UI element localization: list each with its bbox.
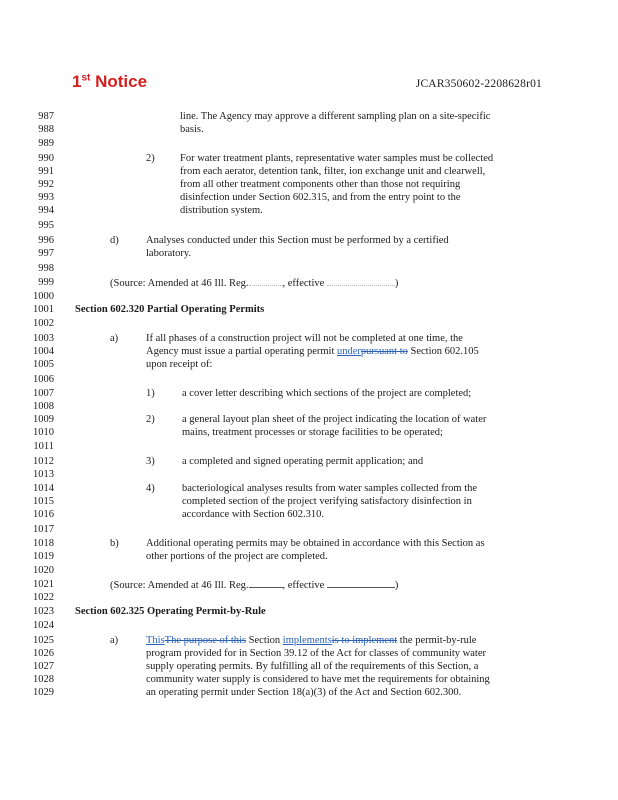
text-line-997: laboratory. (146, 248, 192, 259)
line-number: 1022 (33, 592, 54, 603)
line-number: 990 (38, 153, 54, 164)
text-line-1026: program provided for in Section 39.12 of the Act for classes of community water (146, 648, 486, 659)
item-label-a2: a) (110, 635, 119, 646)
line-number: 1019 (33, 551, 54, 562)
register-blank (249, 276, 283, 286)
line-number: 1029 (33, 687, 54, 698)
source-note-2-text: (Source: Amended at 46 Ill. Reg. (110, 580, 249, 591)
text-line-993: disinfection under Section 602.315, and from the entry point to the (180, 192, 461, 203)
line-number: 1011 (33, 441, 54, 452)
item-label-4: 4) (146, 483, 155, 494)
source-note-2-close: ) (394, 580, 399, 591)
line-number: 1016 (33, 509, 54, 520)
text-line-1004-start: Agency must issue a partial operating permit (146, 346, 337, 357)
inserted-text: under (337, 346, 361, 357)
deleted-text-implement: is to implement (331, 635, 398, 646)
item-label-a: a) (110, 333, 119, 344)
text-line-991: from each aerator, detention tank, filter, ion exchange unit and clearwell, (180, 166, 486, 177)
text-line-992: from all other treatment components other than those not requiring (180, 179, 461, 190)
text-line-1014: bacteriological analyses results from water samples collected from the (182, 483, 478, 494)
effective-date-blank-2 (327, 578, 395, 588)
deleted-text: pursuant to (360, 346, 408, 357)
line-number: 1001 (33, 304, 54, 315)
line-number: 1009 (33, 414, 54, 425)
source-note-2-effective: , effective (282, 580, 325, 591)
text-line-1019: other portions of the project are completed. (146, 551, 328, 562)
source-note-2 (110, 578, 398, 592)
line-number: 1005 (33, 359, 54, 370)
first-notice-label (72, 72, 147, 92)
line-number: 988 (38, 124, 54, 135)
line-number: 997 (38, 248, 54, 259)
line-number: 1028 (33, 674, 54, 685)
line-number: 1013 (33, 469, 54, 480)
text-line-1012: a completed and signed operating permit application; and (182, 456, 424, 467)
inserted-text-implements: implements (282, 635, 332, 646)
text-line-988: basis. (180, 124, 204, 135)
line-number: 1002 (33, 318, 54, 329)
line-number: 991 (38, 166, 54, 177)
notice-prefix: 1 (72, 72, 82, 91)
line-number: 995 (38, 220, 54, 231)
text-line-1016: accordance with Section 602.310. (182, 509, 324, 520)
text-line-990: For water treatment plants, representative water samples must be collected (180, 153, 494, 164)
line-number: 1018 (33, 538, 54, 549)
line-number: 1025 (33, 635, 54, 646)
line-number: 1015 (33, 496, 54, 507)
line-number: 1020 (33, 565, 54, 576)
text-line-1005: upon receipt of: (146, 359, 213, 370)
text-line-996: Analyses conducted under this Section must be performed by a certified (146, 235, 449, 246)
line-number: 999 (38, 277, 54, 288)
line-number: 1003 (33, 333, 54, 344)
line-number: 1010 (33, 427, 54, 438)
line-number: 1012 (33, 456, 54, 467)
text-line-1027: supply operating permits. By fulfilling all of the requirements of this Section, a (146, 661, 479, 672)
line-number: 994 (38, 205, 54, 216)
text-line-1007: a cover letter describing which sections of the project are completed; (182, 388, 472, 399)
line-number: 1006 (33, 374, 54, 385)
item-label-2: 2) (146, 153, 155, 164)
inserted-text-this: This (146, 635, 165, 646)
line-number: 1004 (33, 346, 54, 357)
line-number: 1008 (33, 401, 54, 412)
source-note-1-effective: , effective (282, 278, 325, 289)
line-number: 993 (38, 192, 54, 203)
text-line-1018: Additional operating permits may be obtained in accordance with this Section as (146, 538, 485, 549)
item-label-d: d) (110, 235, 119, 246)
line-number: 1026 (33, 648, 54, 659)
effective-date-blank (327, 276, 395, 286)
register-blank-2 (249, 578, 283, 588)
text-line-1028: community water supply is considered to have met the requirements for obtaining (146, 674, 490, 685)
line-number: 992 (38, 179, 54, 190)
deleted-text-purpose: The purpose of this (164, 635, 247, 646)
item-label-b: b) (110, 538, 119, 549)
line-number: 1000 (33, 291, 54, 302)
line-number: 998 (38, 263, 54, 274)
line-number: 1027 (33, 661, 54, 672)
item-label-1: 1) (146, 388, 155, 399)
text-line-1025 (146, 634, 476, 647)
document-id: JCAR350602-2208628r01 (415, 78, 542, 90)
text-section: Section (246, 635, 283, 646)
item-label-2b: 2) (146, 414, 155, 425)
text-line-1029: an operating permit under Section 18(a)(3) of the Act and Section 602.300. (146, 687, 462, 698)
line-number: 1014 (33, 483, 54, 494)
line-number: 989 (38, 138, 54, 149)
line-number: 996 (38, 235, 54, 246)
line-number: 1024 (33, 620, 54, 631)
source-note-1-close: ) (394, 278, 399, 289)
text-line-987: line. The Agency may approve a different sampling plan on a site-specific (180, 111, 491, 122)
line-number: 987 (38, 111, 54, 122)
line-number: 1023 (33, 606, 54, 617)
text-line-1025-end: the permit-by-rule (397, 635, 477, 646)
source-note-1-text: (Source: Amended at 46 Ill. Reg. (110, 278, 249, 289)
line-number: 1021 (33, 579, 54, 590)
source-note-1 (110, 276, 398, 290)
line-number: 1017 (33, 524, 54, 535)
text-line-1003: If all phases of a construction project will not be completed at one time, the (146, 333, 463, 344)
section-602-320-heading: Section 602.320 Partial Operating Permits (75, 304, 265, 315)
section-602-325-heading: Section 602.325 Operating Permit-by-Rule (75, 606, 266, 617)
notice-superscript: st (81, 72, 91, 84)
notice-word: Notice (95, 72, 148, 91)
text-line-1015: completed section of the project verifying satisfactory disinfection in (182, 496, 472, 507)
text-line-1004-end: Section 602.105 (407, 346, 479, 357)
text-line-994: distribution system. (180, 205, 263, 216)
text-line-1004 (146, 345, 479, 358)
text-line-1009: a general layout plan sheet of the project indicating the location of water (182, 414, 487, 425)
text-line-1010: mains, treatment processes or storage facilities to be operated; (182, 427, 443, 438)
line-number: 1007 (33, 388, 54, 399)
item-label-3: 3) (146, 456, 155, 467)
